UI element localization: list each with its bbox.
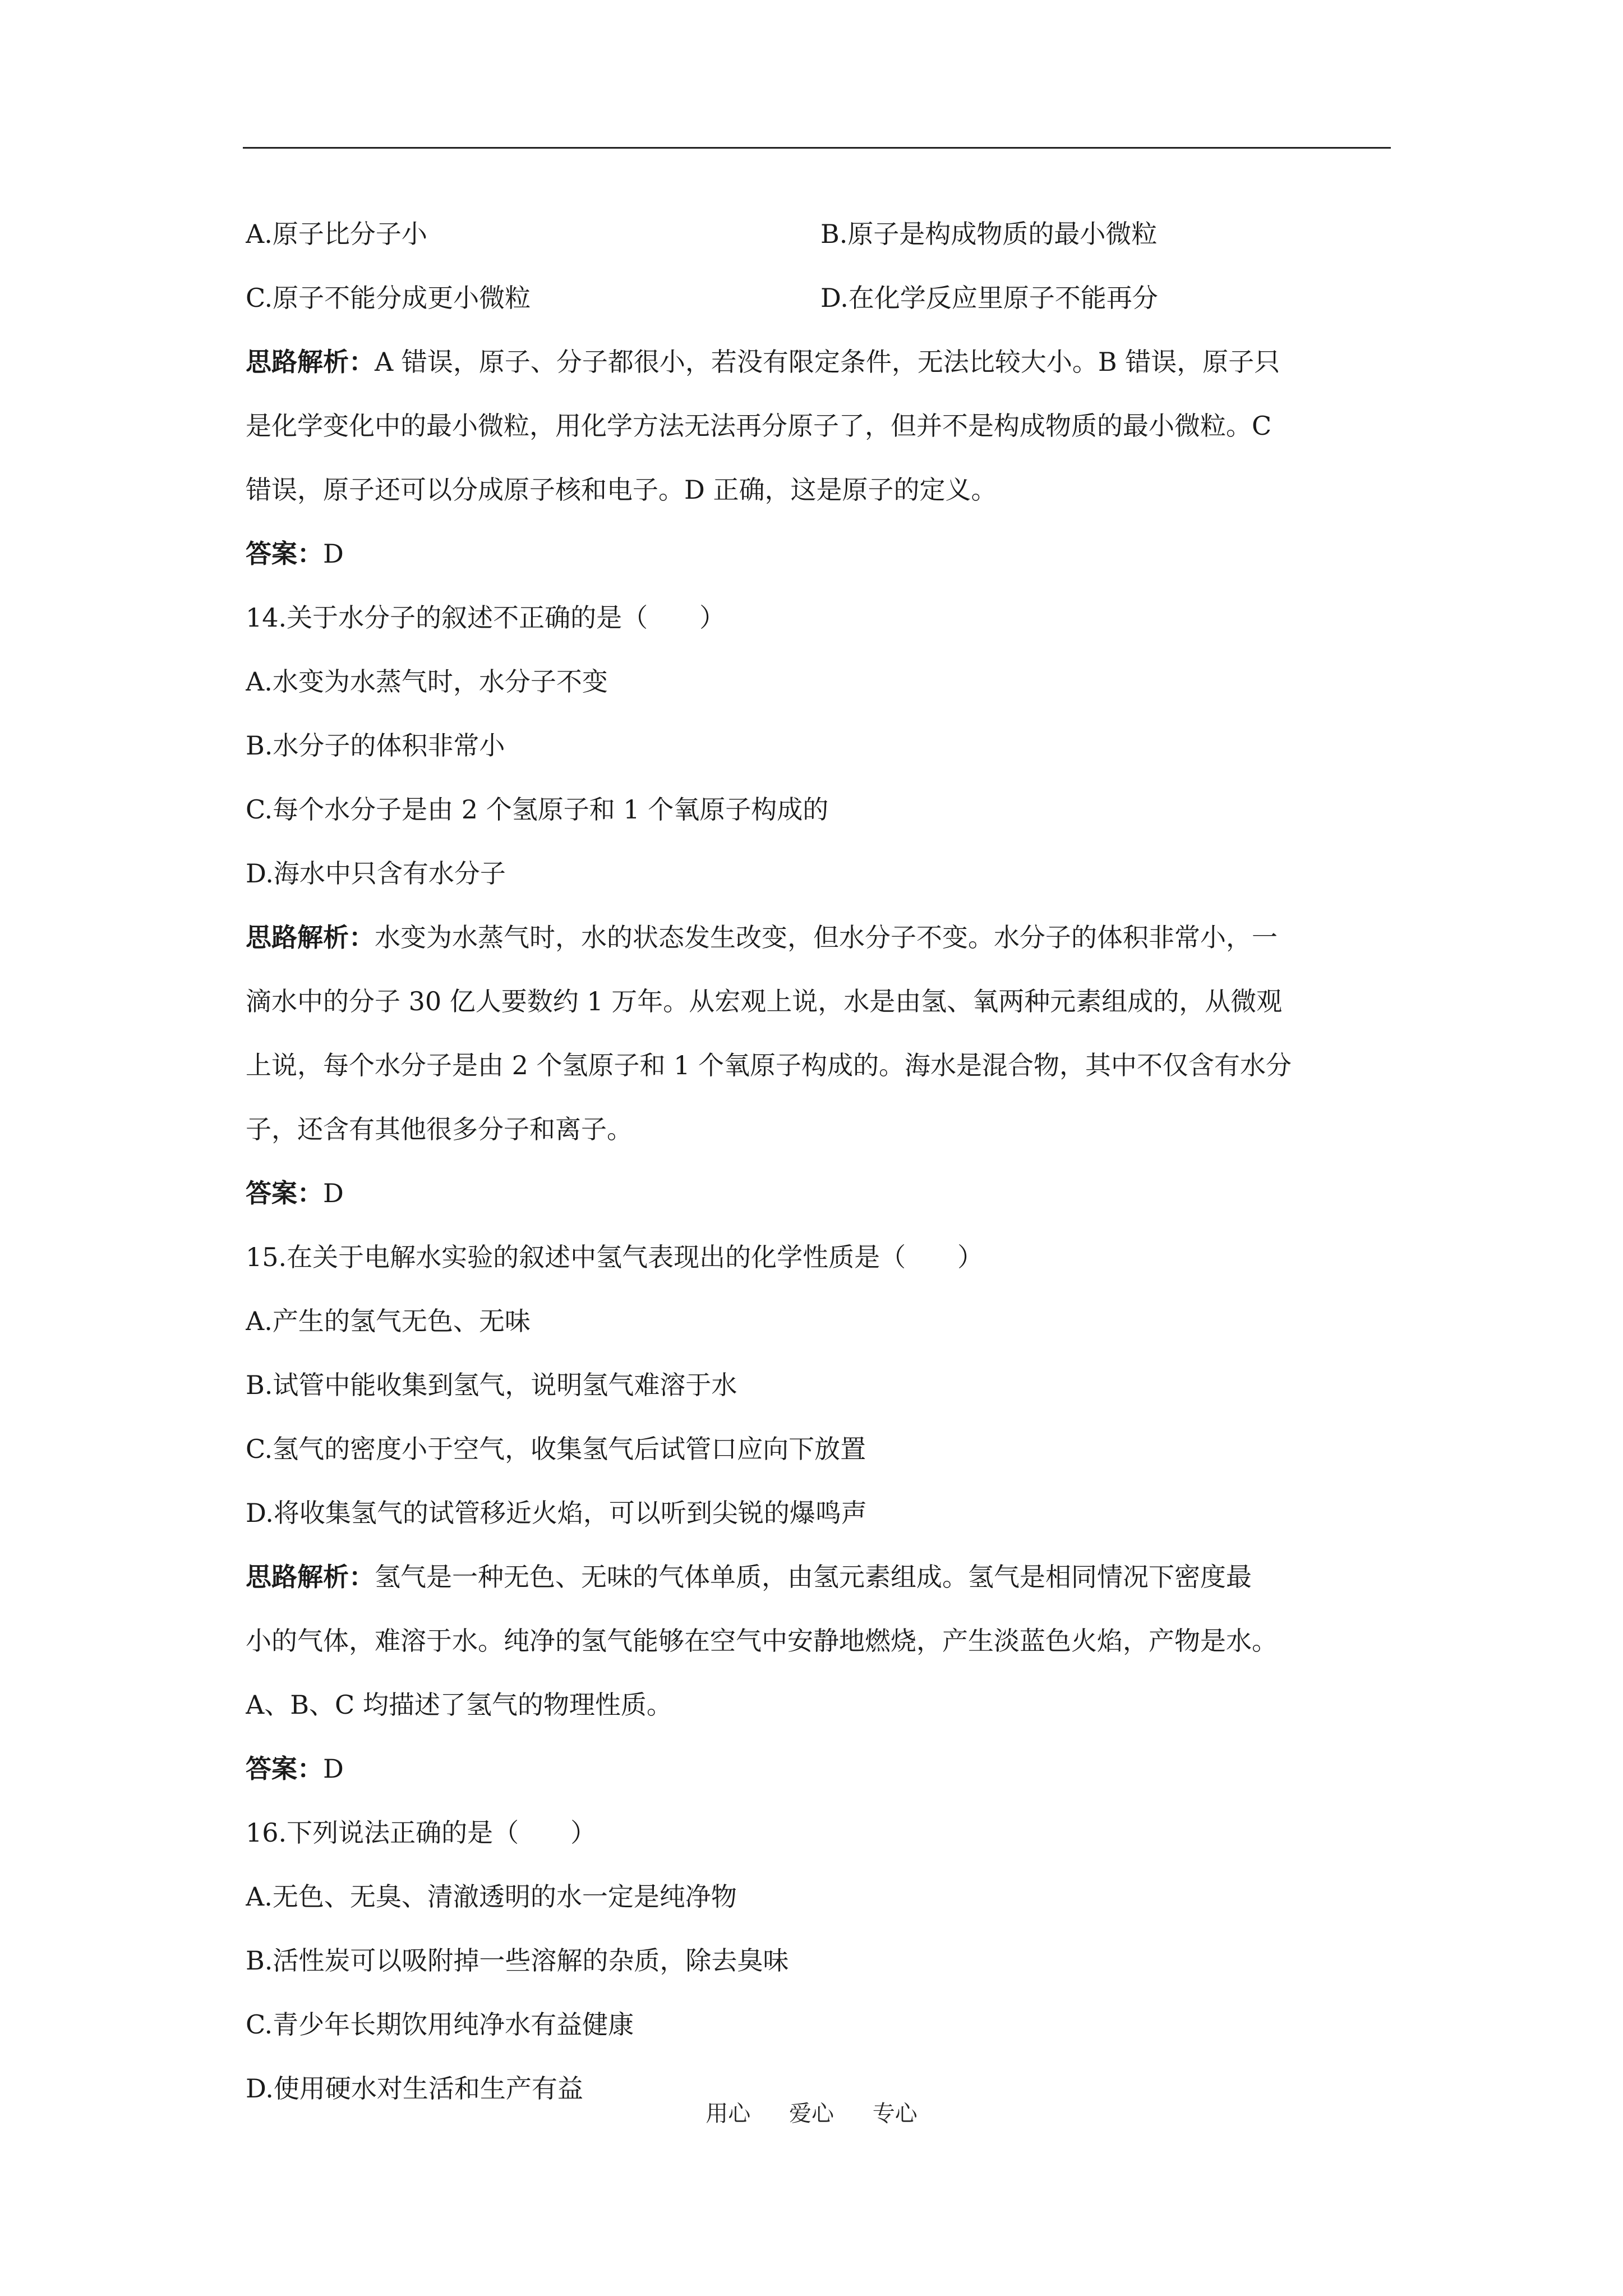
q13-options-row-1 bbox=[246, 202, 1393, 266]
q13-analysis-label: 思路解析： bbox=[246, 347, 375, 377]
q13-option-a: A.原子比分子小 bbox=[246, 219, 427, 249]
q15-answer-label: 答案： bbox=[246, 1754, 323, 1784]
q15-question: 15.在关于电解水实验的叙述中氢气表现出的化学性质是（ ） bbox=[246, 1242, 984, 1272]
q15-answer-value: D bbox=[323, 1754, 344, 1784]
q14-analysis-line-2: 滴水中的分子 30 亿人要数约 1 万年。从宏观上说，水是由氢、氧两种元素组成的，从微观 bbox=[246, 986, 1283, 1016]
q16-option-b: B.活性炭可以吸附掉一些溶解的杂质，除去臭味 bbox=[246, 1945, 789, 1976]
footer-item-3: 专心 bbox=[872, 2101, 917, 2127]
q14-option-a: A.水变为水蒸气时，水分子不变 bbox=[246, 666, 608, 697]
q13-option-b: B.原子是构成物质的最小微粒 bbox=[820, 219, 1158, 249]
q14-option-d: D.海水中只含有水分子 bbox=[246, 858, 506, 889]
q15-analysis-text-1: 氢气是一种无色、无味的气体单质，由氢元素组成。氢气是相同情况下密度最 bbox=[375, 1562, 1252, 1592]
q16-option-d: D.使用硬水对生活和生产有益 bbox=[246, 2073, 583, 2104]
q13-options-row-2 bbox=[246, 266, 1393, 330]
q13-analysis-line-2: 是化学变化中的最小微粒，用化学方法无法再分原子了，但并不是构成物质的最小微粒。C bbox=[246, 411, 1272, 441]
q13-analysis-text-1: A 错误，原子、分子都很小，若没有限定条件，无法比较大小。B 错误，原子只 bbox=[375, 347, 1280, 377]
q14-answer bbox=[246, 1161, 1393, 1225]
q15-option-a: A.产生的氢气无色、无味 bbox=[246, 1306, 531, 1336]
q15-option-b: B.试管中能收集到氢气，说明氢气难溶于水 bbox=[246, 1370, 737, 1400]
q14-analysis-text-1: 水变为水蒸气时，水的状态发生改变，但水分子不变。水分子的体积非常小，一 bbox=[375, 922, 1278, 953]
q14-analysis-line-4: 子，还含有其他很多分子和离子。 bbox=[246, 1114, 633, 1144]
q14-analysis-line-3: 上说，每个水分子是由 2 个氢原子和 1 个氧原子构成的。海水是混合物，其中不仅含有水分 bbox=[246, 1050, 1292, 1080]
q13-answer-value: D bbox=[323, 539, 344, 569]
q16-option-a: A.无色、无臭、清澈透明的水一定是纯净物 bbox=[246, 1881, 737, 1912]
header-rule bbox=[243, 147, 1391, 149]
q14-analysis-label: 思路解析： bbox=[246, 922, 375, 953]
page-footer bbox=[0, 2097, 1623, 2131]
q15-analysis-label: 思路解析： bbox=[246, 1562, 375, 1592]
q14-option-b: B.水分子的体积非常小 bbox=[246, 730, 505, 761]
q15-option-c: C.氢气的密度小于空气，收集氢气后试管口应向下放置 bbox=[246, 1434, 866, 1464]
q14-analysis-line-1 bbox=[246, 905, 1393, 969]
q16-question: 16.下列说法正确的是（ ） bbox=[246, 1818, 597, 1848]
footer-item-1: 用心 bbox=[706, 2101, 751, 2127]
q15-analysis-line-2: 小的气体，难溶于水。纯净的氢气能够在空气中安静地燃烧，产生淡蓝色火焰，产物是水。 bbox=[246, 1626, 1278, 1656]
q14-question: 14.关于水分子的叙述不正确的是（ ） bbox=[246, 602, 726, 633]
footer-item-2: 爱心 bbox=[789, 2101, 834, 2127]
q13-answer bbox=[246, 522, 1393, 586]
page-content bbox=[246, 202, 1393, 2120]
q16-option-c: C.青少年长期饮用纯净水有益健康 bbox=[246, 2009, 634, 2040]
q15-answer bbox=[246, 1737, 1393, 1801]
q15-option-d: D.将收集氢气的试管移近火焰，可以听到尖锐的爆鸣声 bbox=[246, 1498, 867, 1528]
q13-analysis-line-1 bbox=[246, 330, 1393, 394]
q13-option-c: C.原子不能分成更小微粒 bbox=[246, 283, 531, 313]
q13-analysis-line-3: 错误，原子还可以分成原子核和电子。D 正确，这是原子的定义。 bbox=[246, 475, 997, 505]
q15-analysis-line-3: A、B、C 均描述了氢气的物理性质。 bbox=[246, 1690, 672, 1720]
q13-answer-label: 答案： bbox=[246, 539, 323, 569]
q13-option-d: D.在化学反应里原子不能再分 bbox=[820, 283, 1158, 313]
q14-answer-value: D bbox=[323, 1178, 344, 1208]
q14-answer-label: 答案： bbox=[246, 1178, 323, 1208]
q14-option-c: C.每个水分子是由 2 个氢原子和 1 个氧原子构成的 bbox=[246, 794, 829, 825]
q15-analysis-line-1 bbox=[246, 1545, 1393, 1609]
